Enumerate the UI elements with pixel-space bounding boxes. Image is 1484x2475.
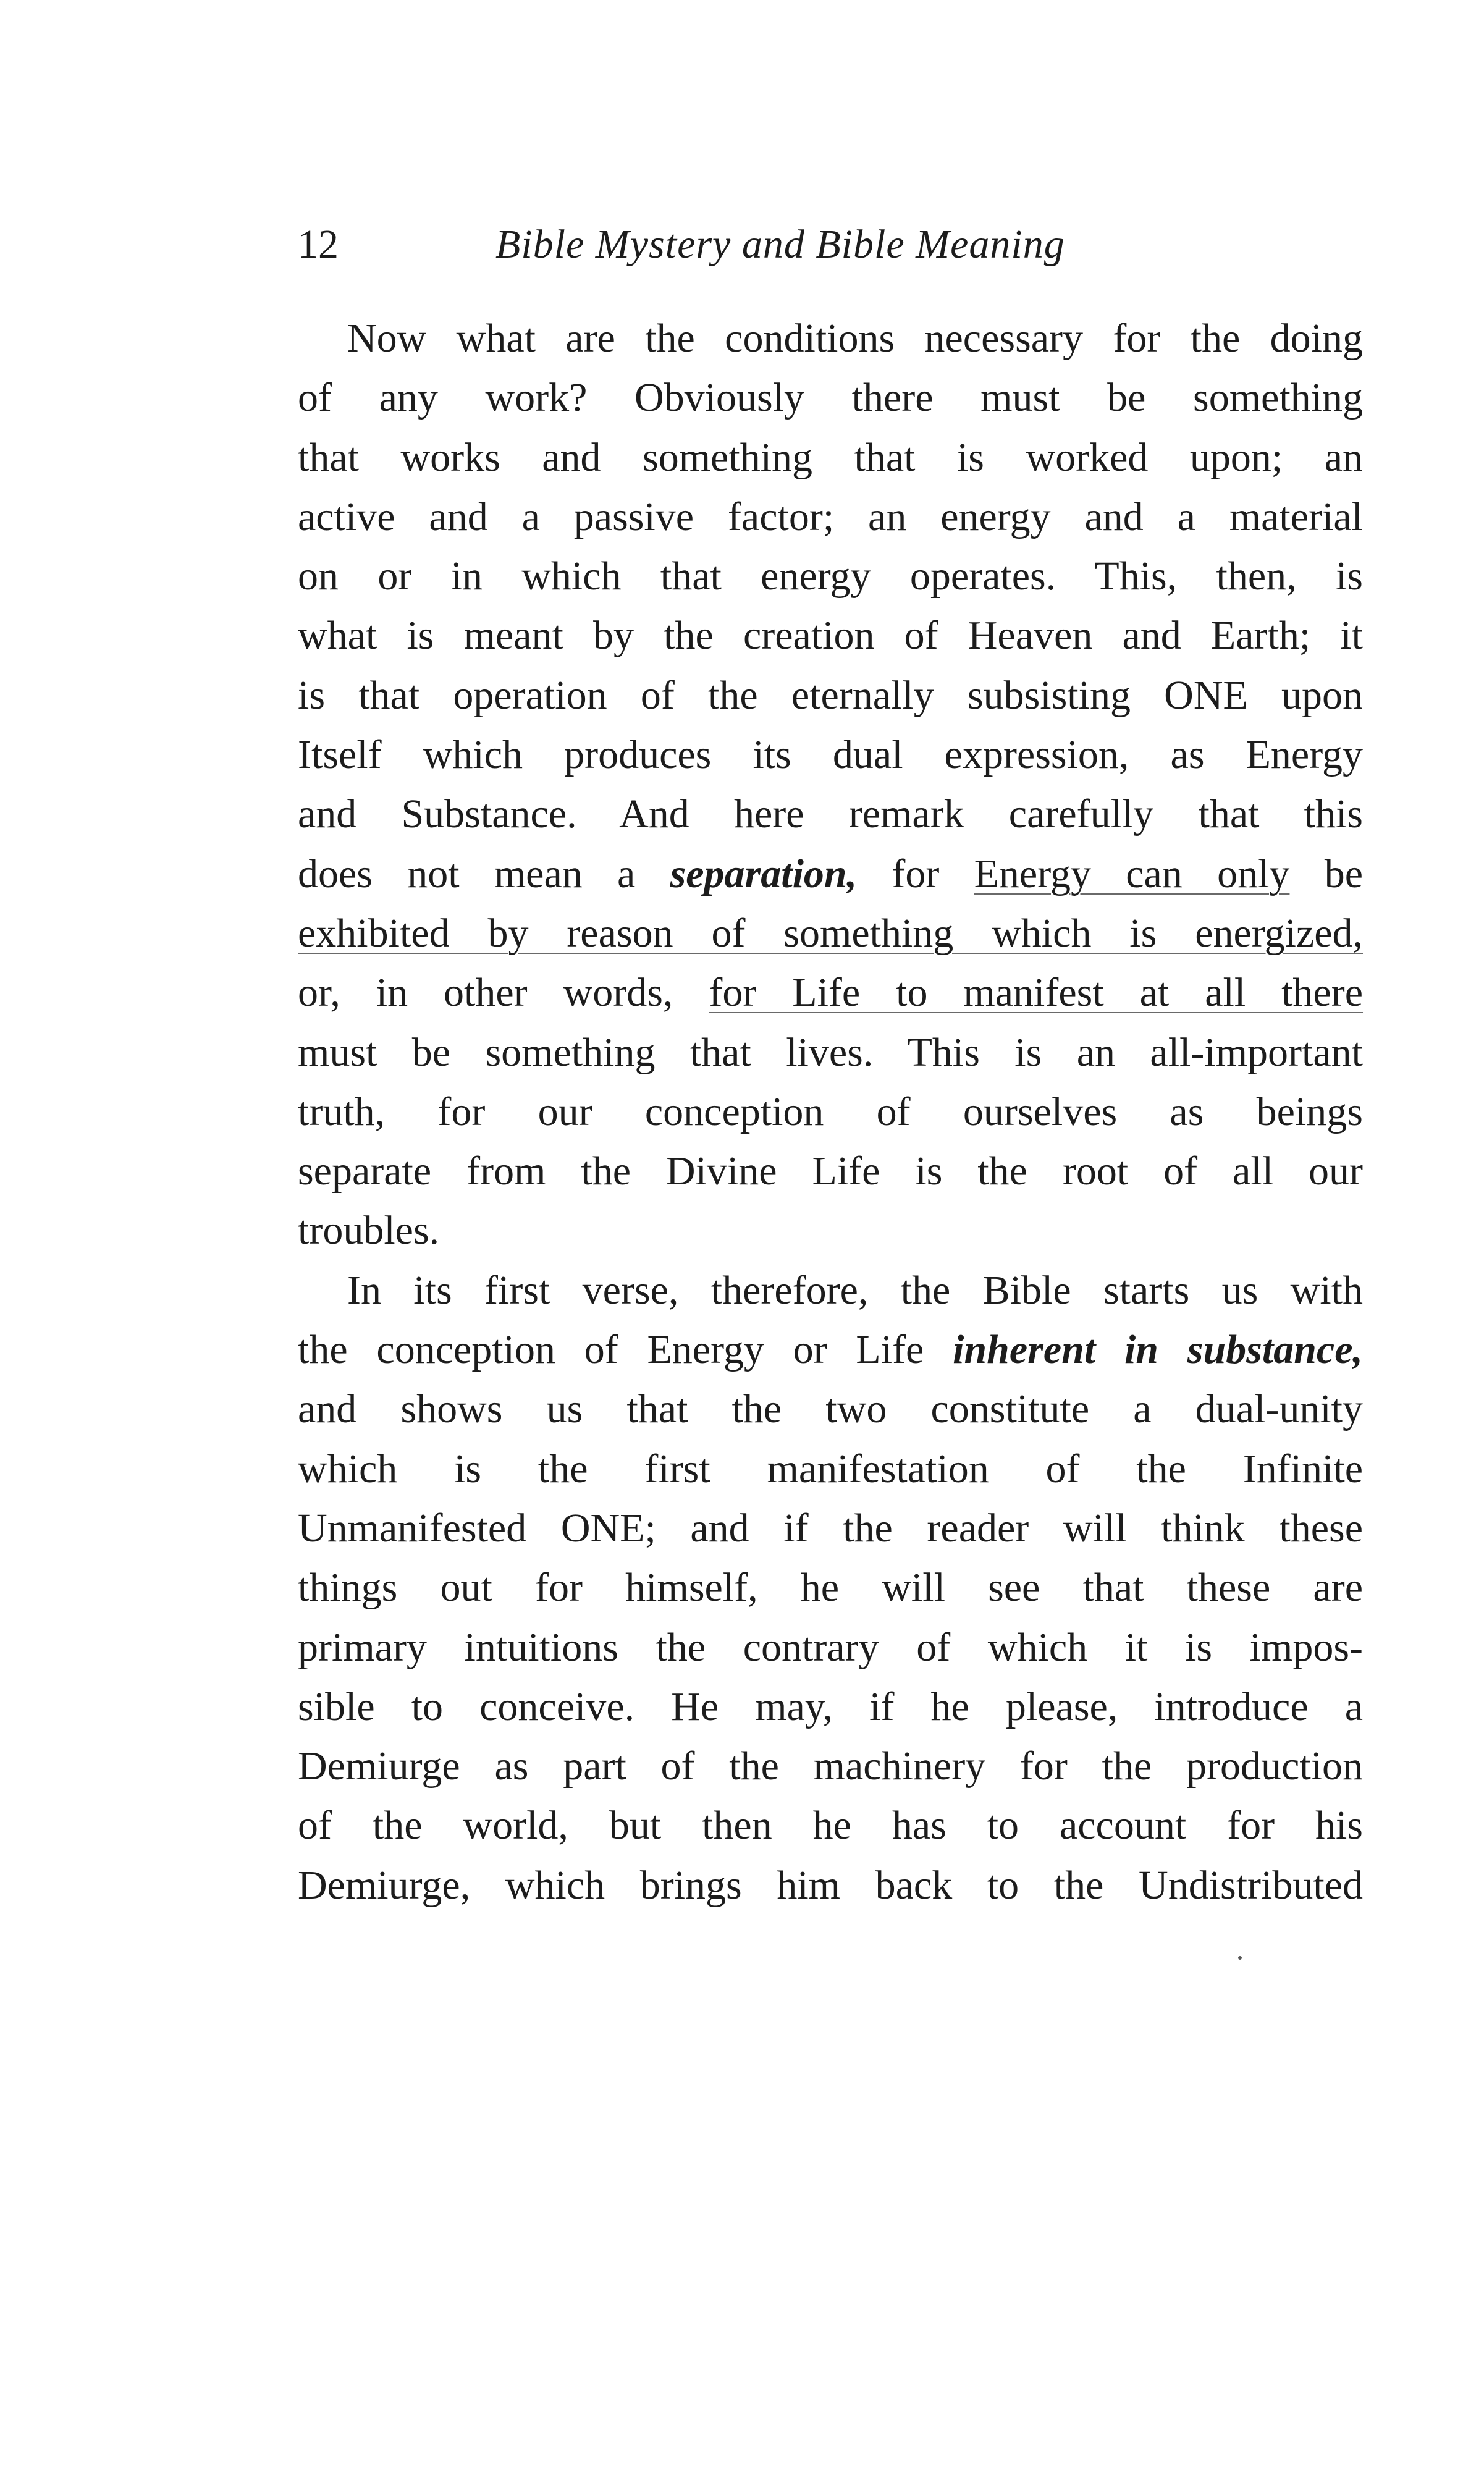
emphasis-text: separation,	[670, 851, 858, 896]
text-line: of any work? Obviously there must be something	[298, 375, 1363, 421]
text-line	[298, 845, 1363, 904]
running-head	[298, 214, 1363, 276]
text-line: Unmanifested ONE; and if the reader will think these	[298, 1505, 1363, 1551]
page-number: 12	[298, 222, 339, 267]
text-line	[298, 1320, 1363, 1380]
text-line: truth, for our conception of ourselves as beings	[298, 1089, 1363, 1134]
text-run: does not mean a	[298, 851, 670, 896]
underlined-text: for Life to manifest at all there	[709, 970, 1364, 1016]
underlined-text: exhibited by reason of something which is energized,	[298, 910, 1363, 956]
text-run: the conception of Energy or Life	[298, 1327, 953, 1373]
text-run: or, in other words,	[298, 970, 709, 1016]
text-line: Demiurge as part of the machinery for the production	[298, 1743, 1363, 1789]
text-line: separate from the Divine Life is the root of all our	[298, 1149, 1363, 1194]
body-text	[298, 309, 1363, 1915]
text-line: is that operation of the eternally subsisting ONE upon	[298, 672, 1363, 718]
text-line: sible to conceive. He may, if he please, introduce a	[298, 1684, 1363, 1729]
text-line: active and a passive factor; an energy and a material	[298, 494, 1363, 539]
text-line: troubles.	[298, 1208, 440, 1254]
emphasis-text: inherent in substance,	[953, 1327, 1363, 1373]
text-run: for	[857, 851, 974, 896]
text-run: be	[1289, 851, 1363, 896]
text-line: on or in which that energy operates. This, then, is	[298, 554, 1363, 599]
text-line	[298, 963, 1363, 1022]
text-line: Itself which produces its dual expression, as Energy	[298, 732, 1363, 778]
text-line: things out for himself, he will see that these are	[298, 1565, 1363, 1611]
text-line: which is the first manifestation of the Infinite	[298, 1446, 1363, 1491]
text-line: primary intuitions the contrary of which it is impos-	[298, 1624, 1363, 1670]
text-line: Demiurge, which brings him back to the Undistributed	[298, 1862, 1363, 1908]
text-line: and shows us that the two constitute a dual-unity	[298, 1386, 1363, 1432]
text-line: what is meant by the creation of Heaven and Earth; it	[298, 613, 1363, 659]
book-title: Bible Mystery and Bible Meaning	[495, 222, 1065, 267]
text-line: must be something that lives. This is an all-important	[298, 1029, 1363, 1075]
text-line: In its first verse, therefore, the Bible starts us with	[347, 1267, 1363, 1313]
text-line: Now what are the conditions necessary for the doing	[347, 316, 1363, 361]
ink-speck	[1238, 1956, 1242, 1960]
underlined-text: Energy can only	[974, 851, 1290, 896]
text-line: of the world, but then he has to account for his	[298, 1803, 1363, 1849]
text-line: and Substance. And here remark carefully that this	[298, 791, 1363, 837]
text-line	[298, 904, 1363, 963]
text-line: that works and something that is worked upon; an	[298, 434, 1363, 480]
